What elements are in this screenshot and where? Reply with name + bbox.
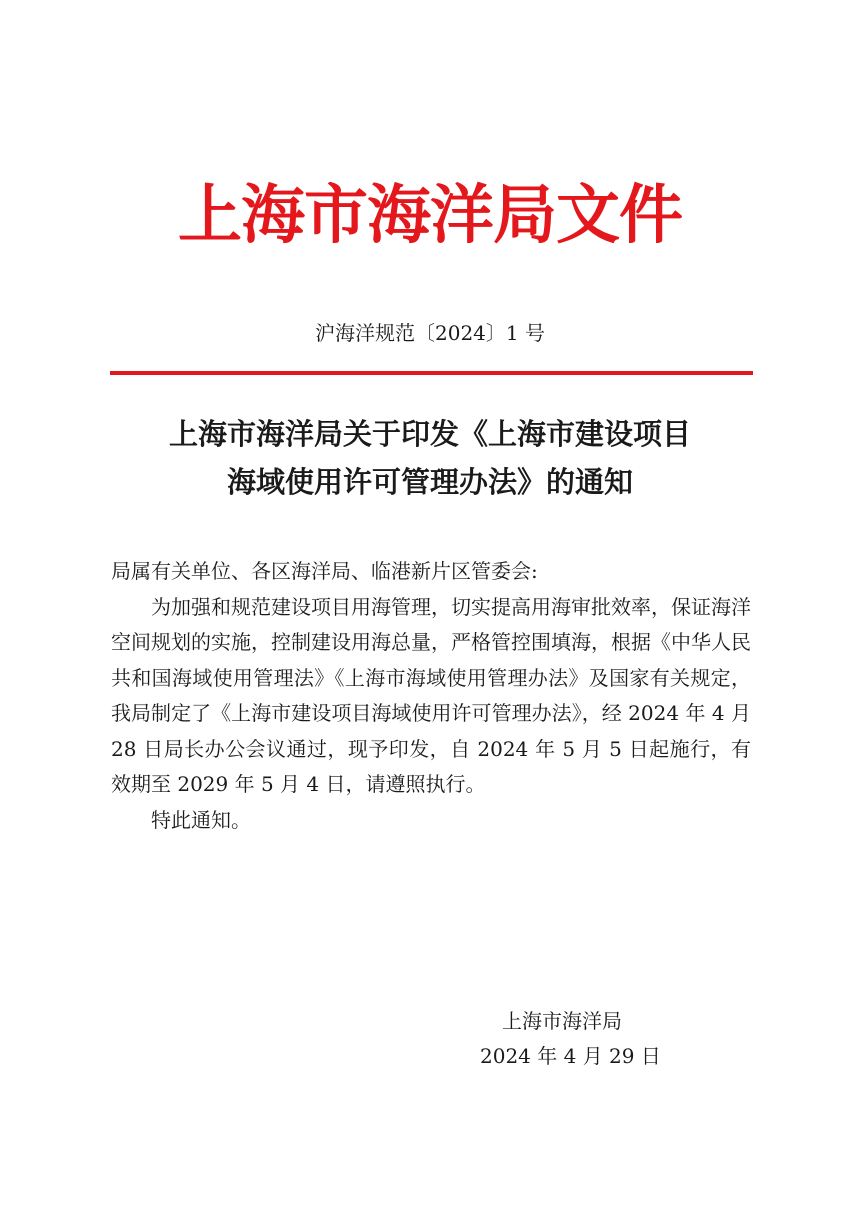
closing-line: 特此通知。 [151,807,251,832]
notice-title [0,410,860,506]
document-number: 沪海洋规范〔2024〕1 号 [315,321,545,345]
signature-date: 2024 年 4 月 29 日 [480,1044,661,1068]
red-divider-line [110,371,753,375]
document-masthead: 上海市海洋局文件 [178,179,682,253]
signature-organization: 上海市海洋局 [502,1009,622,1033]
main-paragraph: 为加强和规范建设项目用海管理，切实提高用海审批效率，保证海洋空间规划的实施，控制建设用海总量，严格管控围填海，根据《中华人民共和国海域使用管理法》《上海市海域使用管理办法》及国家有关规定，我局制定了《上海市建设项目海域使用许可管理办法》，经 2024 年 4 月 28 日局长办公会议通过，现予印发，自 2024 年 5 月 5 日起施行，有效期至 2029 年 5 月 4 日，请遵照执行。 [111,594,751,796]
notice-body [111,554,751,838]
notice-title-line-1: 上海市海洋局关于印发《上海市建设项目 [168,417,691,451]
notice-title-line-2: 海域使用许可管理办法》的通知 [226,465,633,499]
signature-block [480,1004,680,1074]
salutation: 局属有关单位、各区海洋局、临港新片区管委会: [111,559,538,583]
